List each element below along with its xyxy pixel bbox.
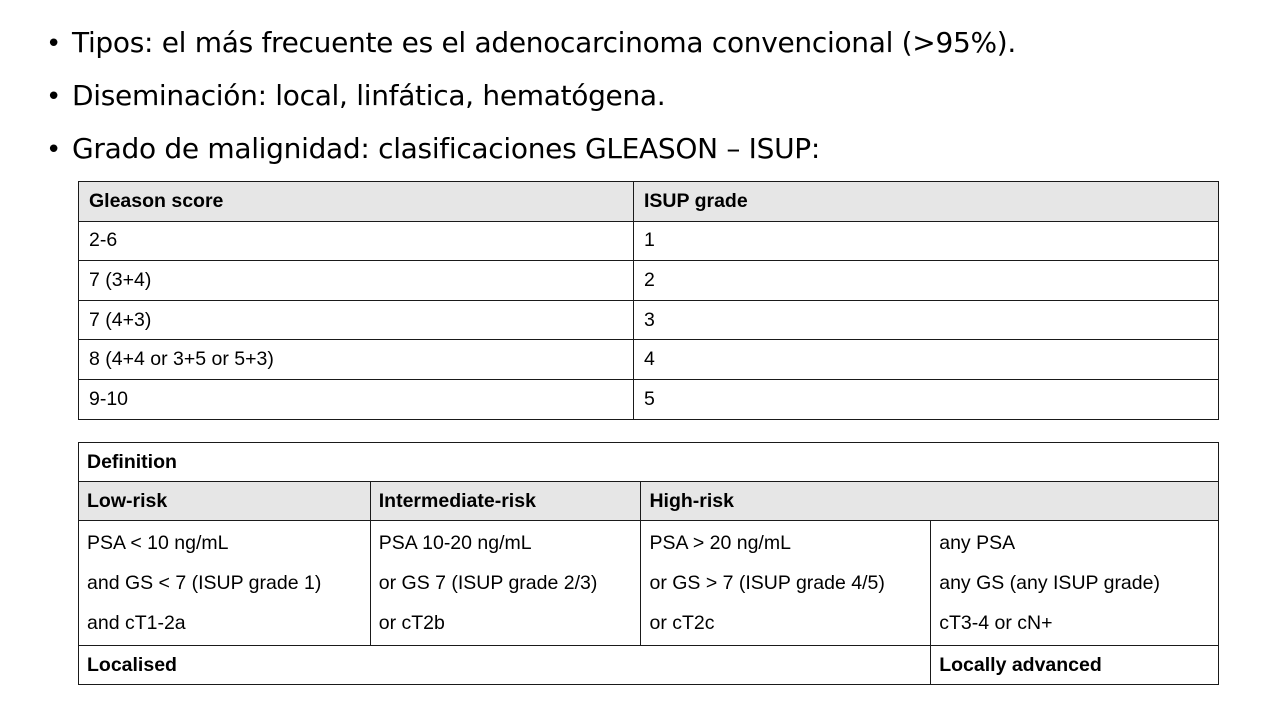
isup-grade-cell: 4 (634, 340, 1219, 380)
criteria-line: any PSA (939, 532, 1016, 554)
definition-row (79, 443, 1219, 482)
gleason-score-cell: 8 (4+4 or 3+5 or 5+3) (79, 340, 634, 380)
header-intermediate-risk: Intermediate-risk (370, 482, 641, 521)
bullet-glyph: • (46, 29, 62, 59)
high-risk-advanced-criteria (931, 521, 1219, 646)
bullet-glyph: • (46, 82, 62, 112)
table-row (79, 379, 1219, 419)
header-low-risk: Low-risk (79, 482, 371, 521)
bullet-item-diseminacion (46, 69, 1016, 122)
header-high-risk: High-risk (641, 482, 1219, 521)
definition-title: Definition (79, 443, 1219, 482)
criteria-line: or GS 7 (ISUP grade 2/3) (378, 572, 598, 594)
criteria-line: or GS > 7 (ISUP grade 4/5) (649, 572, 885, 594)
risk-footer-row (79, 646, 1219, 685)
isup-grade-cell: 3 (634, 300, 1219, 340)
footer-localised: Localised (79, 646, 931, 685)
risk-criteria-row (79, 521, 1219, 646)
bullet-text: Tipos: el más frecuente es el adenocarcinoma convencional (>95%). (72, 26, 1017, 59)
table-row (79, 340, 1219, 380)
risk-definition-table (78, 442, 1219, 685)
isup-grade-cell: 5 (634, 379, 1219, 419)
gleason-score-cell: 9-10 (79, 379, 634, 419)
criteria-line: PSA > 20 ng/mL (649, 532, 791, 554)
risk-header-row (79, 482, 1219, 521)
criteria-line: or cT2b (378, 612, 445, 634)
bullet-item-grado (46, 122, 1016, 175)
header-isup-grade: ISUP grade (634, 182, 1219, 222)
criteria-line: PSA 10-20 ng/mL (378, 532, 532, 554)
footer-locally-advanced: Locally advanced (931, 646, 1219, 685)
table-row (79, 261, 1219, 301)
gleason-score-cell: 7 (4+3) (79, 300, 634, 340)
isup-grade-cell: 2 (634, 261, 1219, 301)
gleason-score-cell: 7 (3+4) (79, 261, 634, 301)
criteria-line: PSA < 10 ng/mL (87, 532, 229, 554)
gleason-isup-table (78, 181, 1219, 420)
table-row (79, 300, 1219, 340)
criteria-line: and cT1-2a (87, 612, 186, 634)
gleason-score-cell: 2-6 (79, 221, 634, 261)
criteria-line: any GS (any ISUP grade) (939, 572, 1160, 594)
low-risk-criteria (79, 521, 371, 646)
bullet-text: Diseminación: local, linfática, hematógena. (72, 79, 666, 112)
criteria-line: cT3-4 or cN+ (939, 612, 1053, 634)
bullet-text: Grado de malignidad: clasificaciones GLEASON – ISUP: (72, 132, 821, 165)
high-risk-localised-criteria (641, 521, 931, 646)
bullet-list (46, 16, 1016, 175)
criteria-line: and GS < 7 (ISUP grade 1) (87, 572, 322, 594)
intermediate-risk-criteria (370, 521, 641, 646)
table-row (79, 221, 1219, 261)
bullet-glyph: • (46, 135, 62, 165)
isup-grade-cell: 1 (634, 221, 1219, 261)
bullet-item-tipos (46, 16, 1016, 69)
table-header-row (79, 182, 1219, 222)
header-gleason-score: Gleason score (79, 182, 634, 222)
criteria-line: or cT2c (649, 612, 715, 634)
